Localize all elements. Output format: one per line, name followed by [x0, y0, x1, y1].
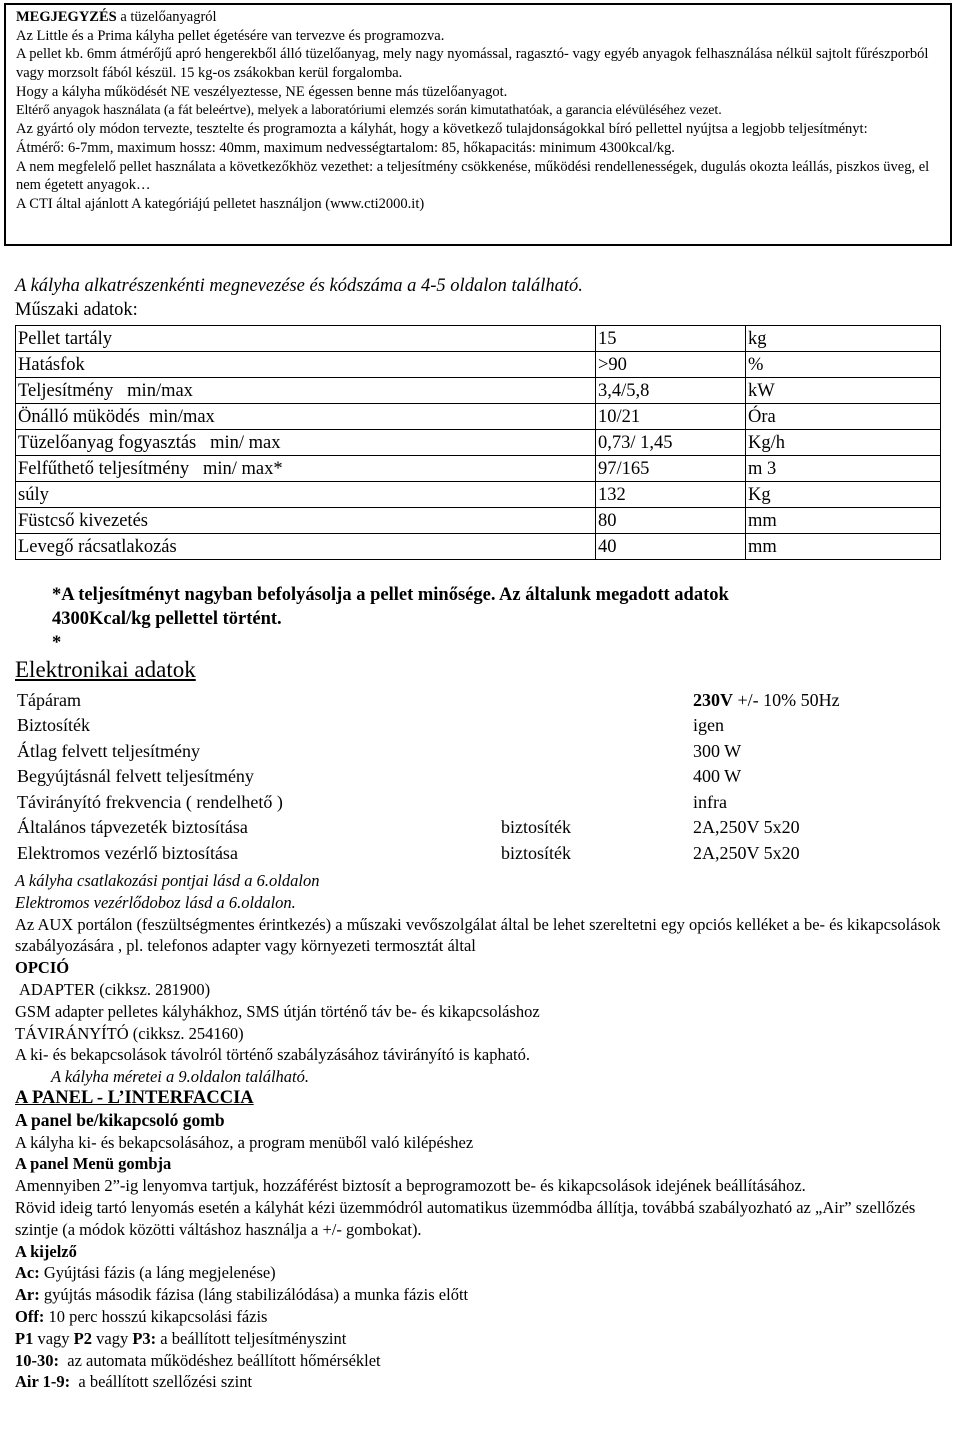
- elec-value: 300 W: [693, 740, 742, 761]
- note-line: Az Little és a Prima kályha pellet égetésére van tervezve és programozva.: [16, 27, 445, 44]
- display-code: Off:: [15, 1306, 45, 1326]
- note-line: Eltérő anyagok használata (a fát beleértve), melyek a laboratóriumi elemzés során kimutathatóak, a garancia elévüléséhez vezet.: [16, 102, 722, 118]
- spec-label: Felfűthető teljesítmény min/ max*: [16, 456, 596, 482]
- option-heading: OPCIÓ: [15, 958, 70, 978]
- elec-mid: [499, 687, 691, 713]
- spec-unit: m 3: [746, 456, 941, 482]
- display-item: [15, 1284, 950, 1306]
- note-title-bold: MEGJEGYZÉS: [16, 9, 117, 25]
- elec-value: igen: [693, 715, 724, 736]
- note-line: Átmérő: 6-7mm, maximum hossz: 40mm, maximum nedvességtartalom: 85, hőkapacitás: minimum 4300kcal/kg.: [16, 139, 675, 156]
- table-row: [16, 404, 941, 430]
- spec-label: Füstcső kivezetés: [16, 508, 596, 534]
- display-desc: a beállított teljesítményszint: [156, 1328, 347, 1348]
- spec-unit: Kg: [746, 482, 941, 508]
- display-desc: a beállított szellőzési szint: [70, 1372, 253, 1392]
- table-row: [16, 378, 941, 404]
- display-code: P2: [73, 1328, 93, 1348]
- display-code: P3:: [132, 1328, 157, 1348]
- spec-value: 0,73/ 1,45: [596, 430, 746, 456]
- display-code: Ac:: [15, 1263, 40, 1283]
- display-item: [15, 1262, 950, 1284]
- table-row: [16, 326, 941, 352]
- elec-label: Begyújtásnál felvett teljesítmény: [17, 766, 254, 787]
- panel-heading: A PANEL - L’INTERFACCIA: [15, 1087, 254, 1108]
- footnote-star: *: [52, 633, 62, 653]
- spec-value: 3,4/5,8: [596, 378, 746, 404]
- aux-paragraph: Az AUX portálon (feszültségmentes érintkezés) a műszaki vevőszolgálat által be lehet szereltetni egy opciós kelléket a be- és kikapcsolások szabályozására , pl. telefonos adapter vagy környezeti termosztát által: [15, 914, 941, 956]
- elec-value: infra: [693, 791, 727, 812]
- remote-line: TÁVIRÁNYÍTÓ (cikksz. 254160): [15, 1023, 244, 1043]
- spec-label: Tüzelőanyag fogyasztás min/ max: [16, 430, 596, 456]
- display-code: 10-30:: [15, 1350, 59, 1370]
- elec-mid: biztosíték: [501, 842, 571, 863]
- elec-mid: [499, 789, 691, 815]
- elec-label: Átlag felvett teljesítmény: [17, 740, 200, 761]
- elec-value-rest: +/- 10% 50Hz: [733, 689, 840, 710]
- footnote-line: *A teljesítményt nagyban befolyásolja a pellet minősége. Az általunk megadott adatok: [52, 585, 729, 605]
- elec-label: Távirányító frekvencia ( rendelhető ): [17, 791, 283, 812]
- parts-reference: A kályha alkatrészenkénti megnevezése és kódszáma a 4-5 oldalon található.: [15, 276, 583, 296]
- spec-value: >90: [596, 352, 746, 378]
- display-desc: vagy: [92, 1328, 133, 1348]
- onoff-heading: A panel be/kikapcsoló gomb: [15, 1109, 225, 1130]
- elec-value: 2A,250V 5x20: [693, 842, 800, 863]
- menu-description: Amennyiben 2”-ig lenyomva tartjuk, hozzáférést biztosít a beprogramozott be- és kikapcsolások idejének beállításához.: [15, 1176, 806, 1196]
- dimensions-reference: A kályha méretei a 9.oldalon található.: [51, 1067, 310, 1087]
- table-row: [15, 687, 953, 713]
- spec-unit: kg: [746, 326, 941, 352]
- spec-value: 97/165: [596, 456, 746, 482]
- spec-label: Teljesítmény min/max: [16, 378, 596, 404]
- elec-value: 400 W: [693, 766, 742, 787]
- spec-value: 132: [596, 482, 746, 508]
- note-title-rest: a tüzelőanyagról: [116, 9, 217, 25]
- adapter-line: ADAPTER (cikksz. 281900): [19, 979, 211, 999]
- display-item: [15, 1350, 950, 1372]
- onoff-description: A kályha ki- és bekapcsolásához, a program menüből való kilépéshez: [15, 1132, 474, 1152]
- spec-value: 80: [596, 508, 746, 534]
- table-row: [15, 738, 953, 764]
- note-line: Az gyártó oly módon tervezte, tesztelte és programozta a kályhát, hogy a következő tulajdonságokkal bíró pellettel nyújtsa a legjobb teljesítményt:: [16, 121, 868, 138]
- table-row: [16, 456, 941, 482]
- note-line: A CTI által ajánlott A kategóriájú pelletet használjon (www.cti2000.it): [16, 196, 425, 213]
- body-text: [15, 870, 950, 1393]
- spec-label: Pellet tartály: [16, 326, 596, 352]
- menu-heading: A panel Menü gombja: [15, 1154, 172, 1174]
- performance-footnote: [52, 583, 932, 655]
- elec-label: Biztosíték: [17, 715, 90, 736]
- table-row: [15, 815, 953, 841]
- control-box-reference: Elektromos vezérlődoboz lásd a 6.oldalon.: [15, 892, 296, 912]
- table-row: [15, 789, 953, 815]
- elec-value: [691, 687, 953, 713]
- elec-table: [15, 687, 953, 866]
- table-row: [16, 352, 941, 378]
- spec-unit: mm: [746, 534, 941, 560]
- pellet-note-box: [4, 3, 952, 246]
- display-code: Air 1-9:: [15, 1372, 71, 1392]
- menu-description: Rövid ideig tartó lenyomás esetén a kályhát kézi üzemmódról automatikus üzemmódba állítja, továbbá szabályozható az „Air” szellőzés szintje (a módok közötti váltáshoz használja a +/- gombokat).: [15, 1197, 916, 1239]
- footnote-line: 4300Kcal/kg pellettel történt.: [52, 609, 282, 629]
- elec-label: Elektromos vezérlő biztosítása: [17, 842, 238, 863]
- display-code: P1: [15, 1328, 34, 1348]
- display-item: [15, 1328, 950, 1350]
- spec-unit: %: [746, 352, 941, 378]
- spec-unit: kW: [746, 378, 941, 404]
- note-line: A nem megfelelő pellet használata a következőkhöz vezethet: a teljesítmény csökkenése, működési rendellenességek, dugulás okozta leállás, piszkos üveg, el nem égetett anyagok…: [16, 158, 930, 194]
- elec-mid: biztosíték: [501, 817, 571, 838]
- spec-unit: mm: [746, 508, 941, 534]
- elec-value: 2A,250V 5x20: [693, 817, 800, 838]
- table-row: [15, 840, 953, 866]
- elec-value-bold: 230V: [693, 689, 733, 710]
- elec-heading: Elektronikai adatok: [15, 657, 196, 682]
- remote-description: A ki- és bekapcsolások távolról történő szabályzásához távirányító is kapható.: [15, 1045, 531, 1065]
- table-row: [16, 430, 941, 456]
- display-desc: az automata működéshez beállított hőmérséklet: [59, 1350, 381, 1370]
- display-desc: 10 perc hosszú kikapcsolási fázis: [44, 1306, 268, 1326]
- table-row: [16, 482, 941, 508]
- display-item: [15, 1371, 950, 1393]
- table-row: [16, 508, 941, 534]
- display-desc: gyújtás második fázisa (láng stabilizálódása) a munka fázis előtt: [39, 1285, 469, 1305]
- note-title: [16, 8, 940, 27]
- spec-value: 10/21: [596, 404, 746, 430]
- spec-unit: Kg/h: [746, 430, 941, 456]
- spec-value: 40: [596, 534, 746, 560]
- display-desc: vagy: [33, 1328, 74, 1348]
- display-code: Ar:: [15, 1285, 40, 1305]
- elec-mid: [499, 713, 691, 739]
- elec-label: Általános tápvezeték biztosítása: [17, 817, 248, 838]
- spec-label: Levegő rácsatlakozás: [16, 534, 596, 560]
- connection-reference: A kályha csatlakozási pontjai lásd a 6.oldalon: [15, 871, 320, 890]
- spec-label: Hatásfok: [16, 352, 596, 378]
- tech-table: [15, 325, 941, 560]
- spec-label: súly: [16, 482, 596, 508]
- elec-mid: [499, 764, 691, 790]
- table-row: [15, 764, 953, 790]
- tech-heading: Műszaki adatok:: [15, 300, 138, 320]
- spec-unit: Óra: [746, 404, 941, 430]
- note-line: Hogy a kályha működését NE veszélyeztesse, NE égessen benne más tüzelőanyagot.: [16, 83, 508, 100]
- gsm-line: GSM adapter pelletes kályhákhoz, SMS útján történő táv be- és kikapcsoláshoz: [15, 1001, 540, 1021]
- table-row: [15, 713, 953, 739]
- display-desc: Gyújtási fázis (a láng megjelenése): [39, 1263, 276, 1283]
- note-line: A pellet kb. 6mm átmérőjű apró hengerekből álló tüzelőanyag, mely nagy nyomással, ragasztó- vagy egyéb anyagok felhasználása nélkül sajtolt fűrészporból vagy morzsolt fából készül. 15 kg-os zsákokban kerül forgalomba.: [16, 46, 929, 82]
- elec-label: Tápáram: [17, 689, 81, 710]
- display-heading: A kijelző: [15, 1241, 77, 1261]
- table-row: [16, 534, 941, 560]
- spec-label: Önálló müködés min/max: [16, 404, 596, 430]
- spec-value: 15: [596, 326, 746, 352]
- display-item: [15, 1306, 950, 1328]
- elec-mid: [499, 738, 691, 764]
